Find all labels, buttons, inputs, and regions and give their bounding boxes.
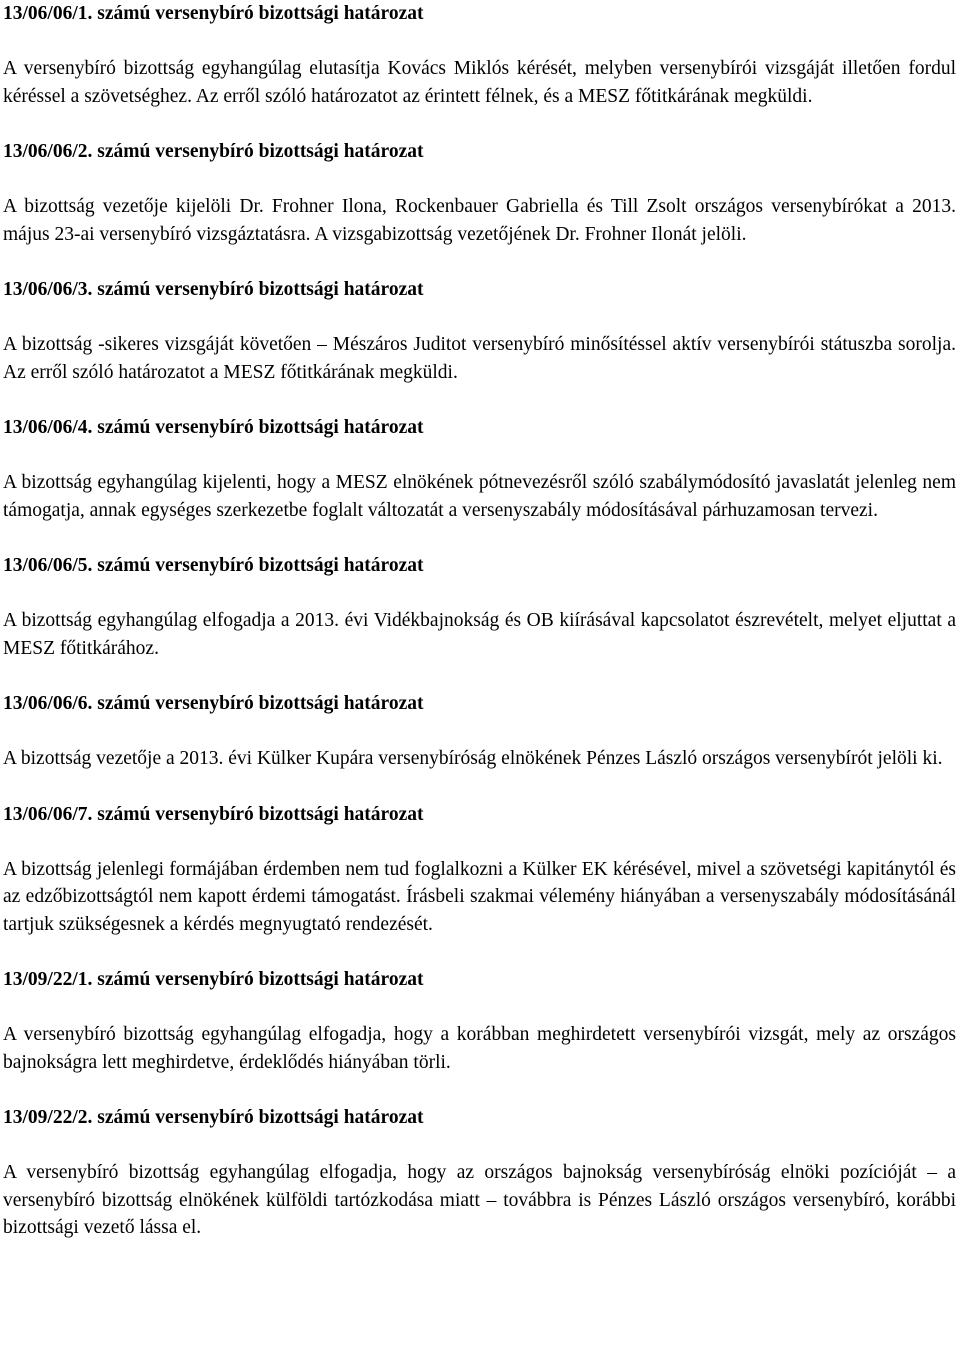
- resolution-heading: 13/06/06/2. számú versenybíró bizottsági határozat: [3, 141, 424, 162]
- resolution-heading: 13/06/06/7. számú versenybíró bizottsági határozat: [3, 803, 424, 825]
- resolution-section: [3, 552, 956, 690]
- resolution-section: [3, 276, 956, 414]
- resolution-section: [3, 1104, 956, 1242]
- resolution-heading: 13/06/06/1. számú versenybíró bizottsági határozat: [3, 3, 424, 24]
- resolution-heading: 13/06/06/3. számú versenybíró bizottsági határozat: [3, 279, 424, 300]
- resolution-body: A bizottság vezetője kijelöli Dr. Frohner Ilona, Rockenbauer Gabriella és Till Zsolt országos versenybírókat a 2013. május 23-ai versenybíró vizsgáztatásra. A vizsgabizottság vezetőjének Dr. Frohner Ilonát jelöli.: [3, 196, 956, 245]
- resolution-body: A versenybíró bizottság egyhangúlag elfogadja, hogy az országos bajnokság versenybíróság elnöki pozícióját – a versenybíró bizottság elnökének külföldi tartózkodása miatt – továbbra is Pénzes László országos versenybíró, korábbi bizottsági vezető lássa el.: [3, 1162, 956, 1238]
- resolution-body: A bizottság jelenlegi formájában érdemben nem tud foglalkozni a Külker EK kérésével, mivel a szövetségi kapitánytól és az edzőbizottságtól nem kapott érdemi támogatást. Írásbeli szakmai vélemény hiányában a versenyszabály módosításánál tartjuk szükségesnek a kérdés megnyugtató rendezését.: [3, 858, 956, 935]
- resolution-heading: 13/06/06/5. számú versenybíró bizottsági határozat: [3, 555, 424, 576]
- resolution-section: [3, 0, 956, 138]
- resolution-section: [3, 138, 956, 276]
- resolution-body: A bizottság -sikeres vizsgáját követően – Mészáros Juditot versenybíró minősítéssel aktív versenybírói státuszba sorolja. Az erről szóló határozatot a MESZ főtitkárának megküldi.: [3, 334, 956, 383]
- resolution-section: [3, 966, 956, 1104]
- resolution-heading: 13/06/06/6. számú versenybíró bizottsági határozat: [3, 693, 424, 714]
- document-page: [3, 0, 956, 1242]
- resolution-heading: 13/09/22/2. számú versenybíró bizottsági határozat: [3, 1107, 424, 1128]
- resolution-body: A bizottság egyhangúlag kijelenti, hogy a MESZ elnökének pótnevezésről szóló szabálymódosító javaslatát jelenleg nem támogatja, annak egységes szerkezetbe foglalt változatát a versenyszabály módosításával párhuzamosan tervezi.: [3, 472, 956, 521]
- resolution-body: A bizottság egyhangúlag elfogadja a 2013. évi Vidékbajnokság és OB kiírásával kapcsolatot észrevételt, melyet eljuttat a MESZ főtitkárához.: [3, 610, 956, 659]
- resolution-body: A versenybíró bizottság egyhangúlag elfogadja, hogy a korábban meghirdetett versenybírói vizsgát, mely az országos bajnokságra lett meghirdetve, érdeklődés hiányában törli.: [3, 1024, 956, 1073]
- resolution-section: [3, 414, 956, 552]
- resolution-body: A bizottság vezetője a 2013. évi Külker Kupára versenybíróság elnökének Pénzes László országos versenybírót jelöli ki.: [3, 748, 943, 769]
- resolution-section: [3, 690, 956, 801]
- resolution-body: A versenybíró bizottság egyhangúlag elutasítja Kovács Miklós kérését, melyben versenybírói vizsgáját illetően fordul kéréssel a szövetséghez. Az erről szóló határozatot az érintett félnek, és a MESZ főtitkárának megküldi.: [3, 58, 956, 107]
- resolution-section: [3, 801, 956, 967]
- resolution-heading: 13/09/22/1. számú versenybíró bizottsági határozat: [3, 969, 424, 990]
- resolution-heading: 13/06/06/4. számú versenybíró bizottsági határozat: [3, 417, 424, 438]
